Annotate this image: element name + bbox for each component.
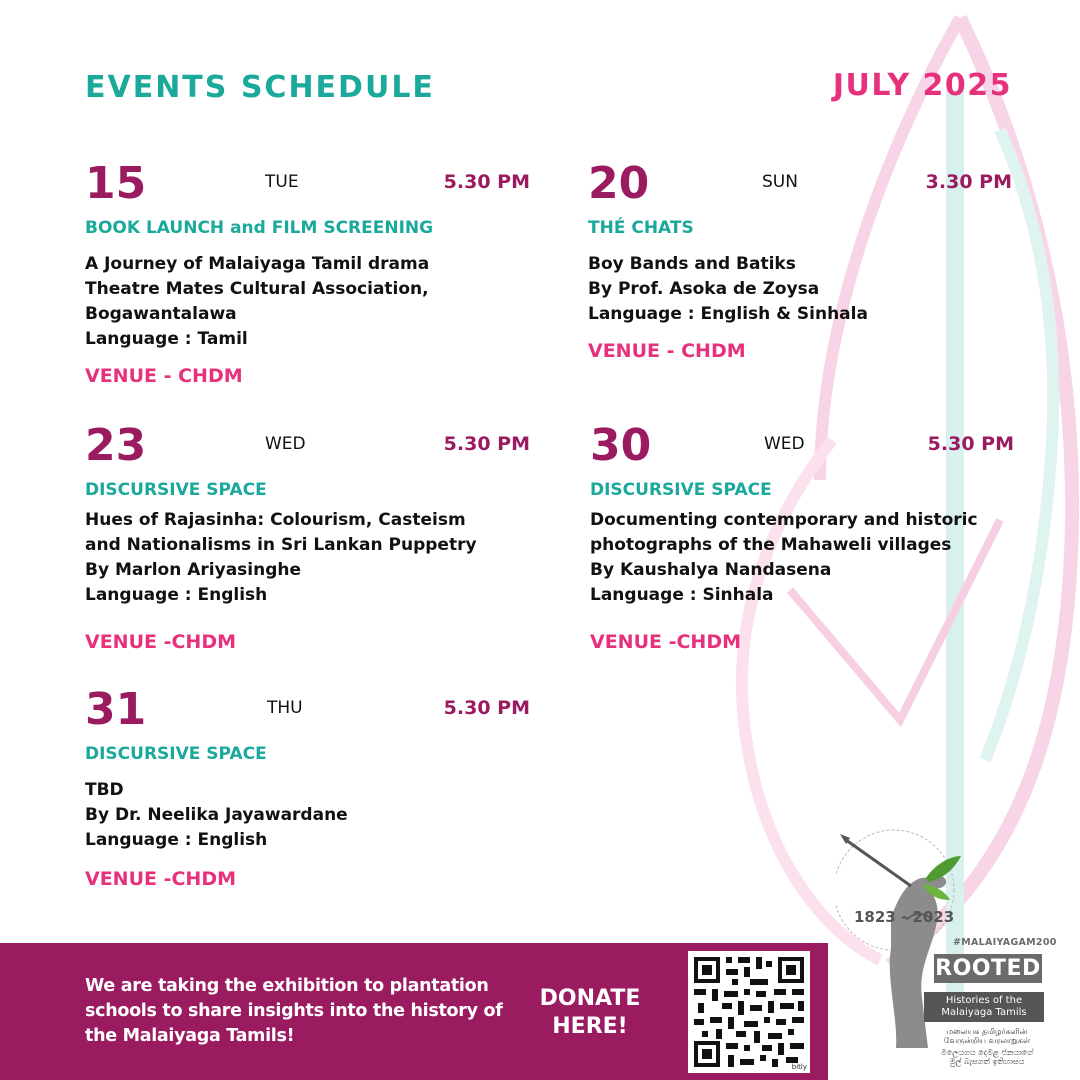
event-card <box>85 420 530 653</box>
event-language: Language : English & Sinhala <box>588 304 868 324</box>
logo-tamil-line: மலையக தமிழர்களின் <box>946 1027 1028 1036</box>
event-title: Hues of Rajasinha: Colourism, Casteism <box>85 510 466 530</box>
event-category: DISCURSIVE SPACE <box>85 480 267 500</box>
donate-qr-code[interactable] <box>688 951 810 1073</box>
event-weekday: TUE <box>265 172 299 192</box>
event-category: DISCURSIVE SPACE <box>590 480 772 500</box>
event-time: 5.30 PM <box>443 171 530 193</box>
logo-subtitle-line: Malaiyaga Tamils <box>941 1007 1027 1018</box>
donate-label-line2: HERE! <box>552 1014 628 1039</box>
event-presenter: By Kaushalya Nandasena <box>590 560 832 580</box>
event-time: 5.30 PM <box>443 697 530 719</box>
event-category: DISCURSIVE SPACE <box>85 744 267 764</box>
event-title: Documenting contemporary and historic <box>590 510 978 530</box>
rooted-exhibition-logo <box>836 828 1080 1080</box>
event-card <box>85 684 530 890</box>
schedule-month: JULY 2025 <box>832 68 1012 103</box>
event-day: 15 <box>85 158 147 209</box>
event-title: and Nationalisms in Sri Lankan Puppetry <box>85 535 477 555</box>
event-time: 5.30 PM <box>443 433 530 455</box>
event-presenter: By Dr. Neelika Jayawardane <box>85 805 348 825</box>
event-time: 5.30 PM <box>927 433 1014 455</box>
event-venue: VENUE - CHDM <box>85 365 243 387</box>
event-presenter: Bogawantalawa <box>85 304 237 324</box>
event-presenter: By Marlon Ariyasinghe <box>85 560 302 580</box>
logo-sinhala-line: මලෙයගය දෙමළ ජනයාගේ <box>941 1048 1033 1057</box>
event-title: Boy Bands and Batiks <box>588 254 796 274</box>
event-venue: VENUE -CHDM <box>590 631 742 653</box>
event-details <box>85 252 530 352</box>
event-title: A Journey of Malaiyaga Tamil drama <box>85 254 430 274</box>
logo-sinhala-text <box>928 1048 1046 1066</box>
logo-hashtag: #MALAIYAGAM200 <box>953 937 1057 948</box>
qr-code-icon <box>688 951 810 1073</box>
logo-subtitle <box>924 992 1044 1022</box>
event-day: 30 <box>590 420 652 471</box>
logo-tamil-text <box>928 1027 1046 1045</box>
event-details <box>85 778 530 853</box>
event-time: 3.30 PM <box>925 171 1012 193</box>
logo-tamil-line: வேருன்றிய வரலாறுகள் <box>943 1036 1031 1045</box>
event-language: Language : Tamil <box>85 329 248 349</box>
event-category: THÉ CHATS <box>588 218 694 238</box>
event-language: Language : English <box>85 585 268 605</box>
event-weekday: THU <box>267 698 303 718</box>
donation-banner <box>0 943 828 1080</box>
event-presenter: By Prof. Asoka de Zoysa <box>588 279 820 299</box>
event-card <box>588 158 1012 362</box>
event-title: TBD <box>85 780 124 800</box>
page-title: EVENTS SCHEDULE <box>85 70 435 105</box>
event-language: Language : Sinhala <box>590 585 774 605</box>
event-details <box>85 508 530 608</box>
event-weekday: WED <box>265 434 306 454</box>
event-title: Theatre Mates Cultural Association, <box>85 279 429 299</box>
logo-title: ROOTED <box>935 956 1041 981</box>
event-venue: VENUE - CHDM <box>588 340 746 362</box>
event-category: BOOK LAUNCH and FILM SCREENING <box>85 218 434 238</box>
event-language: Language : English <box>85 830 268 850</box>
donate-link[interactable] <box>520 985 660 1041</box>
event-weekday: SUN <box>762 172 798 192</box>
event-title: photographs of the Mahaweli villages <box>590 535 952 555</box>
logo-years: 1823 - 2023 <box>854 908 955 926</box>
event-card <box>590 420 1014 653</box>
qr-brand-label: bitly <box>791 1063 807 1071</box>
event-card <box>85 158 530 387</box>
event-details <box>588 252 1012 327</box>
banner-message: We are taking the exhibition to plantation schools to share insights into the history of the Malaiyaga Tamils! <box>85 976 503 1046</box>
event-day: 20 <box>588 158 650 209</box>
event-day: 23 <box>85 420 147 471</box>
logo-subtitle-line: Histories of the <box>945 995 1023 1006</box>
event-venue: VENUE -CHDM <box>85 631 237 653</box>
logo-sinhala-line: මුල් බැසගත් ඉතිහාසය <box>949 1057 1025 1066</box>
event-venue: VENUE -CHDM <box>85 868 237 890</box>
event-details <box>590 508 1014 608</box>
event-day: 31 <box>85 684 147 735</box>
donate-label-line1: DONATE <box>539 986 641 1011</box>
event-weekday: WED <box>764 434 805 454</box>
